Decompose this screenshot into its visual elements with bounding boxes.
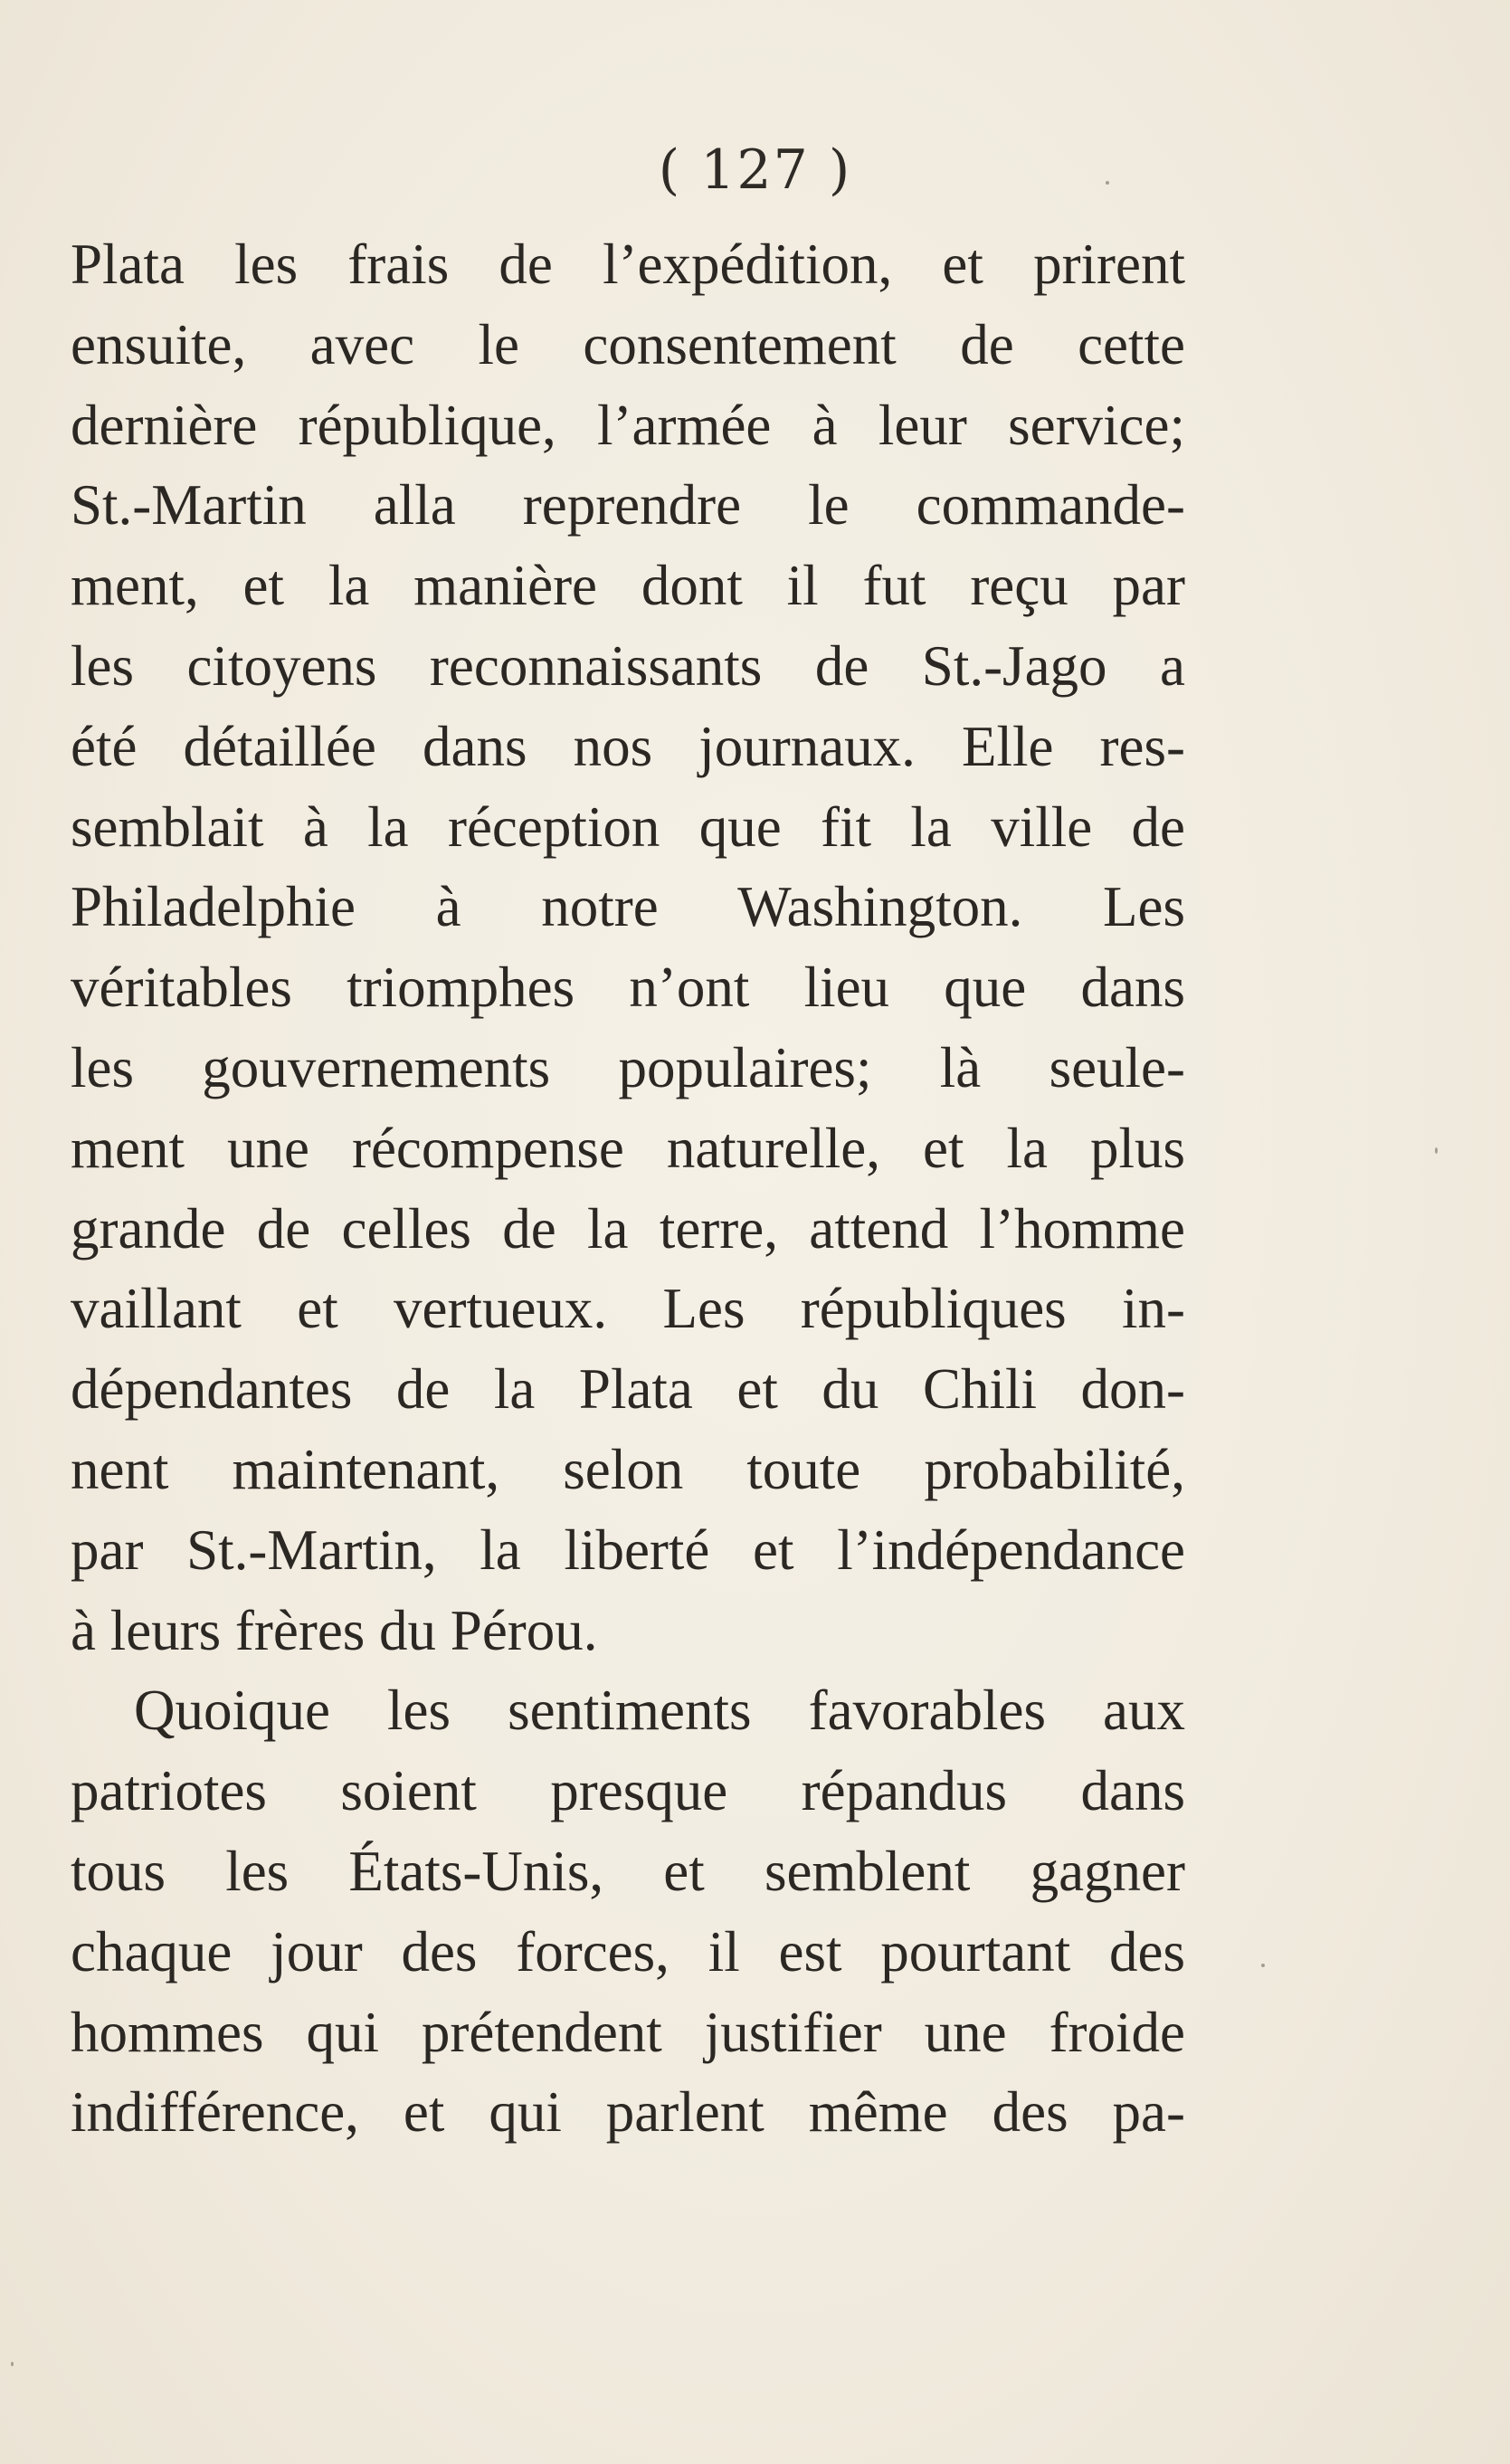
text-line: par St.-Martin, la liberté et l’indépendance	[71, 1517, 1185, 1582]
text-line: dernière république, l’armée à leur service;	[71, 393, 1185, 457]
paper-speck	[1435, 1147, 1438, 1154]
text-line: Quoique les sentiments favorables aux	[134, 1679, 1185, 1743]
text-line: à leurs frères du Pérou.	[71, 1598, 598, 1662]
text-line: grande de celles de la terre, attend l’homme	[71, 1196, 1185, 1261]
body-text	[71, 224, 1185, 2153]
text-line: Plata les frais de l’expédition, et prirent	[71, 233, 1185, 296]
text-line: dépendantes de la Plata et du Chili don-	[71, 1357, 1185, 1422]
text-line: ment une récompense naturelle, et la plus	[71, 1116, 1185, 1180]
text-line: tous les États-Unis, et semblent gagner	[71, 1839, 1185, 1903]
paper-speck	[11, 2362, 14, 2366]
text-line: vaillant et vertueux. Les républiques in-	[71, 1277, 1185, 1341]
text-line: hommes qui prétendent justifier une froide	[71, 2000, 1185, 2064]
paragraph-1	[71, 224, 1185, 1670]
text-line: ment, et la manière dont il fut reçu par	[71, 554, 1185, 618]
text-line: indifférence, et qui parlent même des pa-	[71, 2080, 1185, 2145]
text-line: les gouvernements populaires; là seule-	[71, 1035, 1185, 1099]
paper-speck	[1261, 1964, 1265, 1967]
text-line: St.-Martin alla reprendre le commande-	[71, 473, 1185, 538]
text-line: les citoyens reconnaissants de St.-Jago a	[71, 633, 1185, 698]
text-line: Philadelphie à notre Washington. Les	[71, 875, 1185, 939]
text-line: chaque jour des forces, il est pourtant des	[71, 1919, 1185, 1984]
text-line: nent maintenant, selon toute probabilité,	[71, 1437, 1185, 1501]
paper-speck	[1106, 181, 1109, 185]
page-number: ( 127 )	[658, 138, 852, 202]
text-line: patriotes soient presque répandus dans	[71, 1759, 1185, 1823]
text-line: véritables triomphes n’ont lieu que dans	[71, 956, 1185, 1020]
text-line: ensuite, avec le consentement de cette	[71, 312, 1185, 376]
paragraph-2	[71, 1670, 1185, 2153]
text-line: semblait à la réception que fit la ville de	[71, 794, 1185, 859]
text-line: été détaillée dans nos journaux. Elle res-	[71, 714, 1185, 778]
